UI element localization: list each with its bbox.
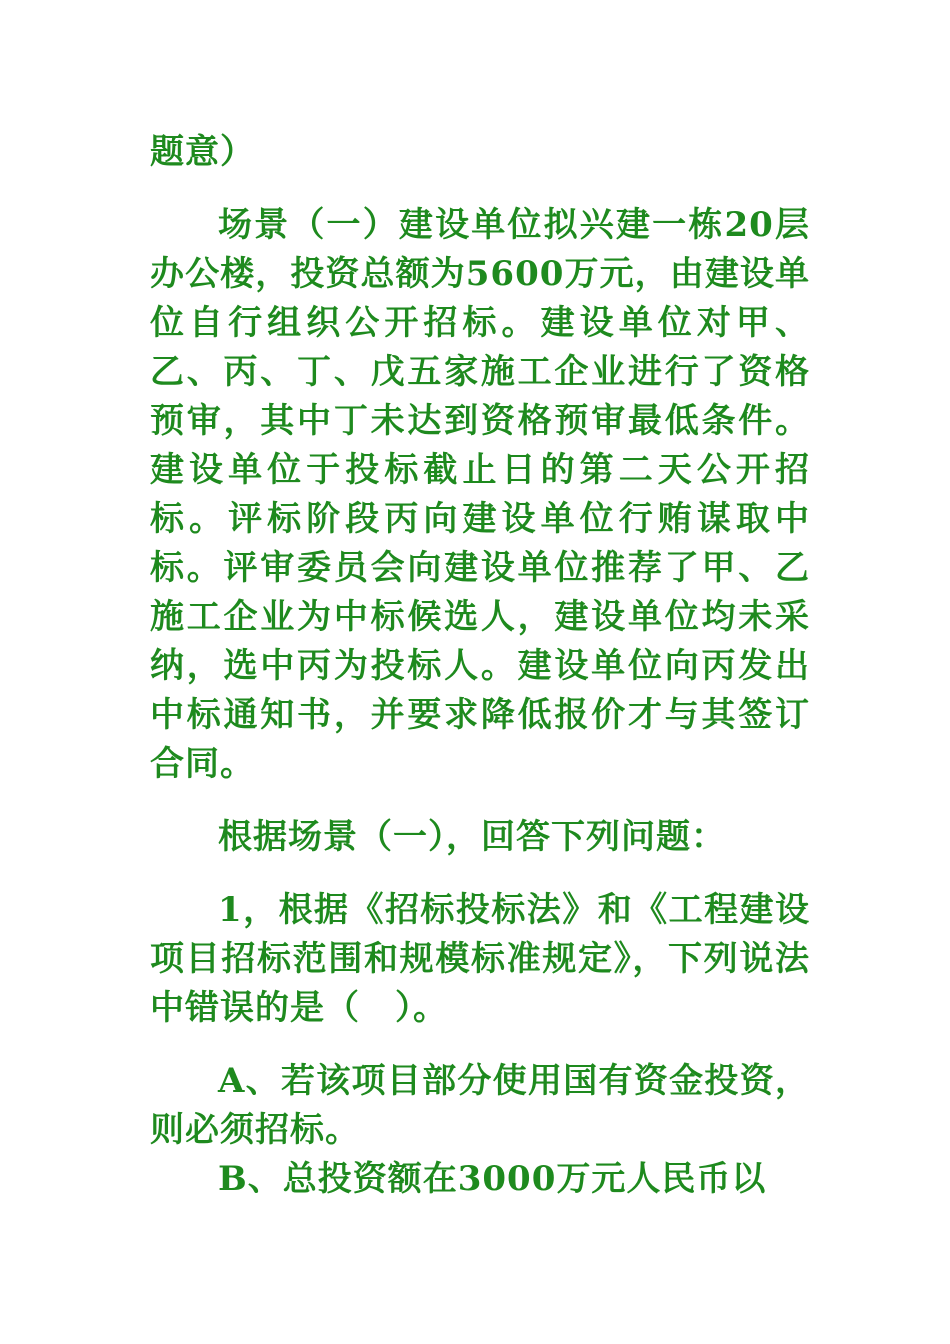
paragraph-question-intro: 根据场景（一），回答下列问题： [218, 817, 726, 857]
paragraph-scenario: 场景（一）建设单位拟兴建一栋20层办公楼，投资总额为5600万元，由建设单位自行组织公开招标。建设单位对甲、乙、丙、丁、戊五家施工企业进行了资格预审，其中丁未达到资格预审最低条件。建设单位于投标截止日的第二天公开招标。评标阶段丙向建设单位行贿谋取中标。评审委员会向建设单位推荐了甲、乙施工企业为中标候选人，建设单位均未采纳，选中丙为投标人。建设单位向丙发出中标通知书，并要求降低报价才与其签订合同。 [150, 205, 810, 784]
paragraph-continuation: 题意） [150, 132, 255, 172]
paragraph-option-a: A、若该项目部分使用国有资金投资，则必须招标。 [150, 1061, 810, 1150]
document-body [150, 128, 810, 1204]
paragraph-question-1: 1，根据《招标投标法》和《工程建设项目招标范围和规模标准规定》，下列说法中错误的是（ ）。 [150, 890, 810, 1028]
paragraph-option-b: B、总投资额在3000万元人民币以 [218, 1159, 767, 1199]
